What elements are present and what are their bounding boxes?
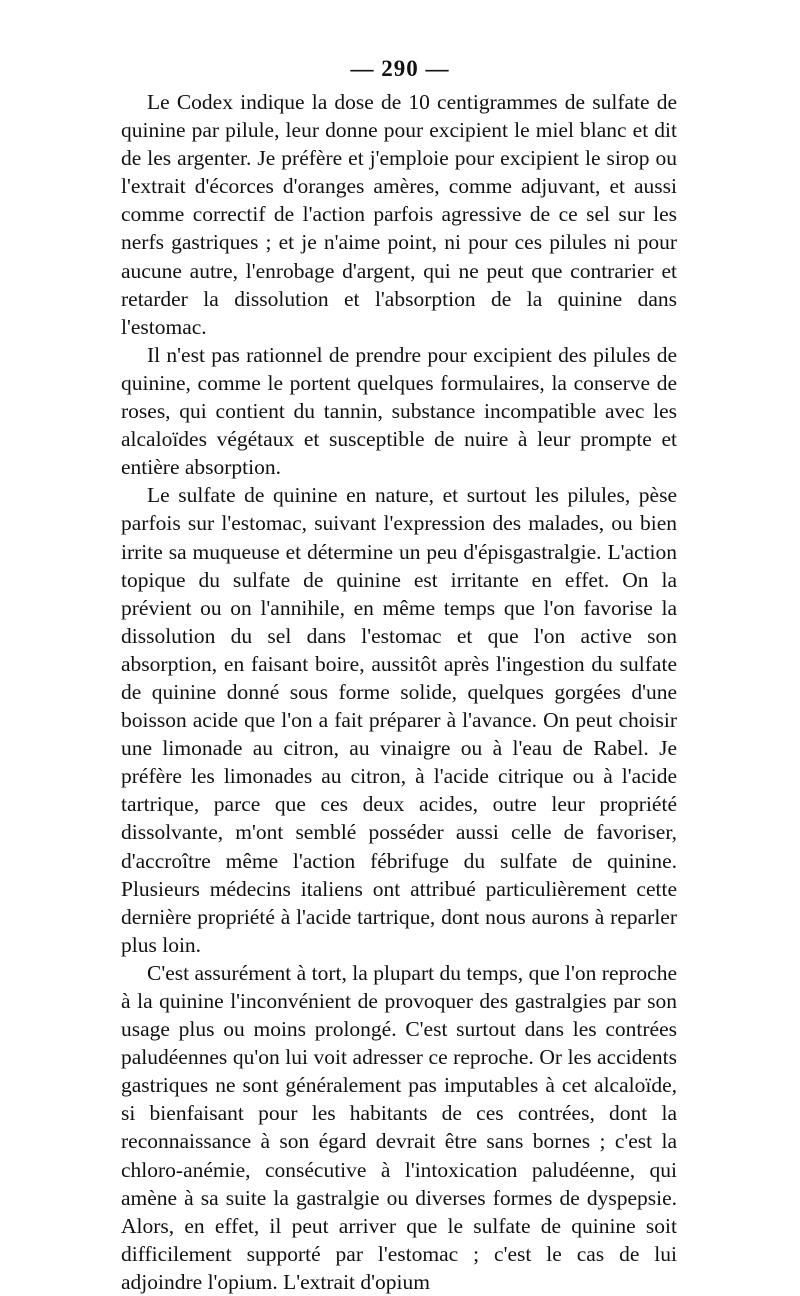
page-number: — 290 — (350, 56, 450, 81)
body-text (121, 88, 677, 1296)
paragraph-4: C'est assurément à tort, la plupart du temps, que l'on reproche à la quinine l'inconvénient de provoquer des gastralgies par son usage plus ou moins prolongé. C'est surtout dans les contrées paludéennes qu'on lui voit adresser ce reproche. Or les accidents gastriques ne sont généralement pas imputables à cet alcaloïde, si bienfaisant pour les habitants de ces contrées, dont la reconnaissance à son égard devrait être sans bornes ; c'est la chloro-anémie, consécutive à l'intoxication paludéenne, qui amène à sa suite la gastralgie ou diverses formes de dyspepsie. Alors, en effet, il peut arriver que le sulfate de quinine soit difficilement supporté par l'estomac ; c'est le cas de lui adjoindre l'opium. L'extrait d'opium (121, 960, 677, 1294)
paragraph-2: Il n'est pas rationnel de prendre pour excipient des pilules de quinine, comme le portent quelques formulaires, la conserve de roses, qui contient du tannin, substance incompatible avec les alcaloïdes végétaux et susceptible de nuire à leur prompte et entière absorption. (121, 342, 677, 480)
paragraph-3: Le sulfate de quinine en nature, et surtout les pilules, pèse parfois sur l'estomac, suivant l'expression des malades, ou bien irrite sa muqueuse et détermine un peu d'épisgastralgie. L'action topique du sulfate de quinine est irritante en effet. On la prévient ou on l'annihile, en même temps que l'on favorise la dissolution du sel dans l'estomac et que l'on active son absorption, en faisant boire, aussitôt après l'ingestion du sulfate de quinine donné sous forme solide, quelques gorgées d'une boisson acide que l'on a fait préparer à l'avance. On peut choisir une limonade au citron, au vinaigre ou à l'eau de Rabel. Je préfère les limonades au citron, à l'acide citrique ou à l'acide tartrique, parce que ces deux acides, outre leur propriété dissolvante, m'ont semblé posséder aussi celle de favoriser, d'accroître même l'action fébrifuge du sulfate de quinine. Plusieurs médecins italiens ont attribué particulièrement cette dernière propriété à l'acide tartrique, dont nous aurons à reparler plus loin. (121, 483, 677, 957)
paragraph-1: Le Codex indique la dose de 10 centigrammes de sulfate de quinine par pilule, leur donne pour excipient le miel blanc et dit de les argenter. Je préfère et j'emploie pour excipient le sirop ou l'extrait d'écorces d'oranges amères, comme adjuvant, et aussi comme correctif de l'action parfois agressive de ce sel sur les nerfs gastriques ; et je n'aime point, ni pour ces pilules ni pour aucune autre, l'enrobage d'argent, qui ne peut que contrarier et retarder la dissolution et l'absorption de la quinine dans l'estomac. (121, 90, 677, 339)
